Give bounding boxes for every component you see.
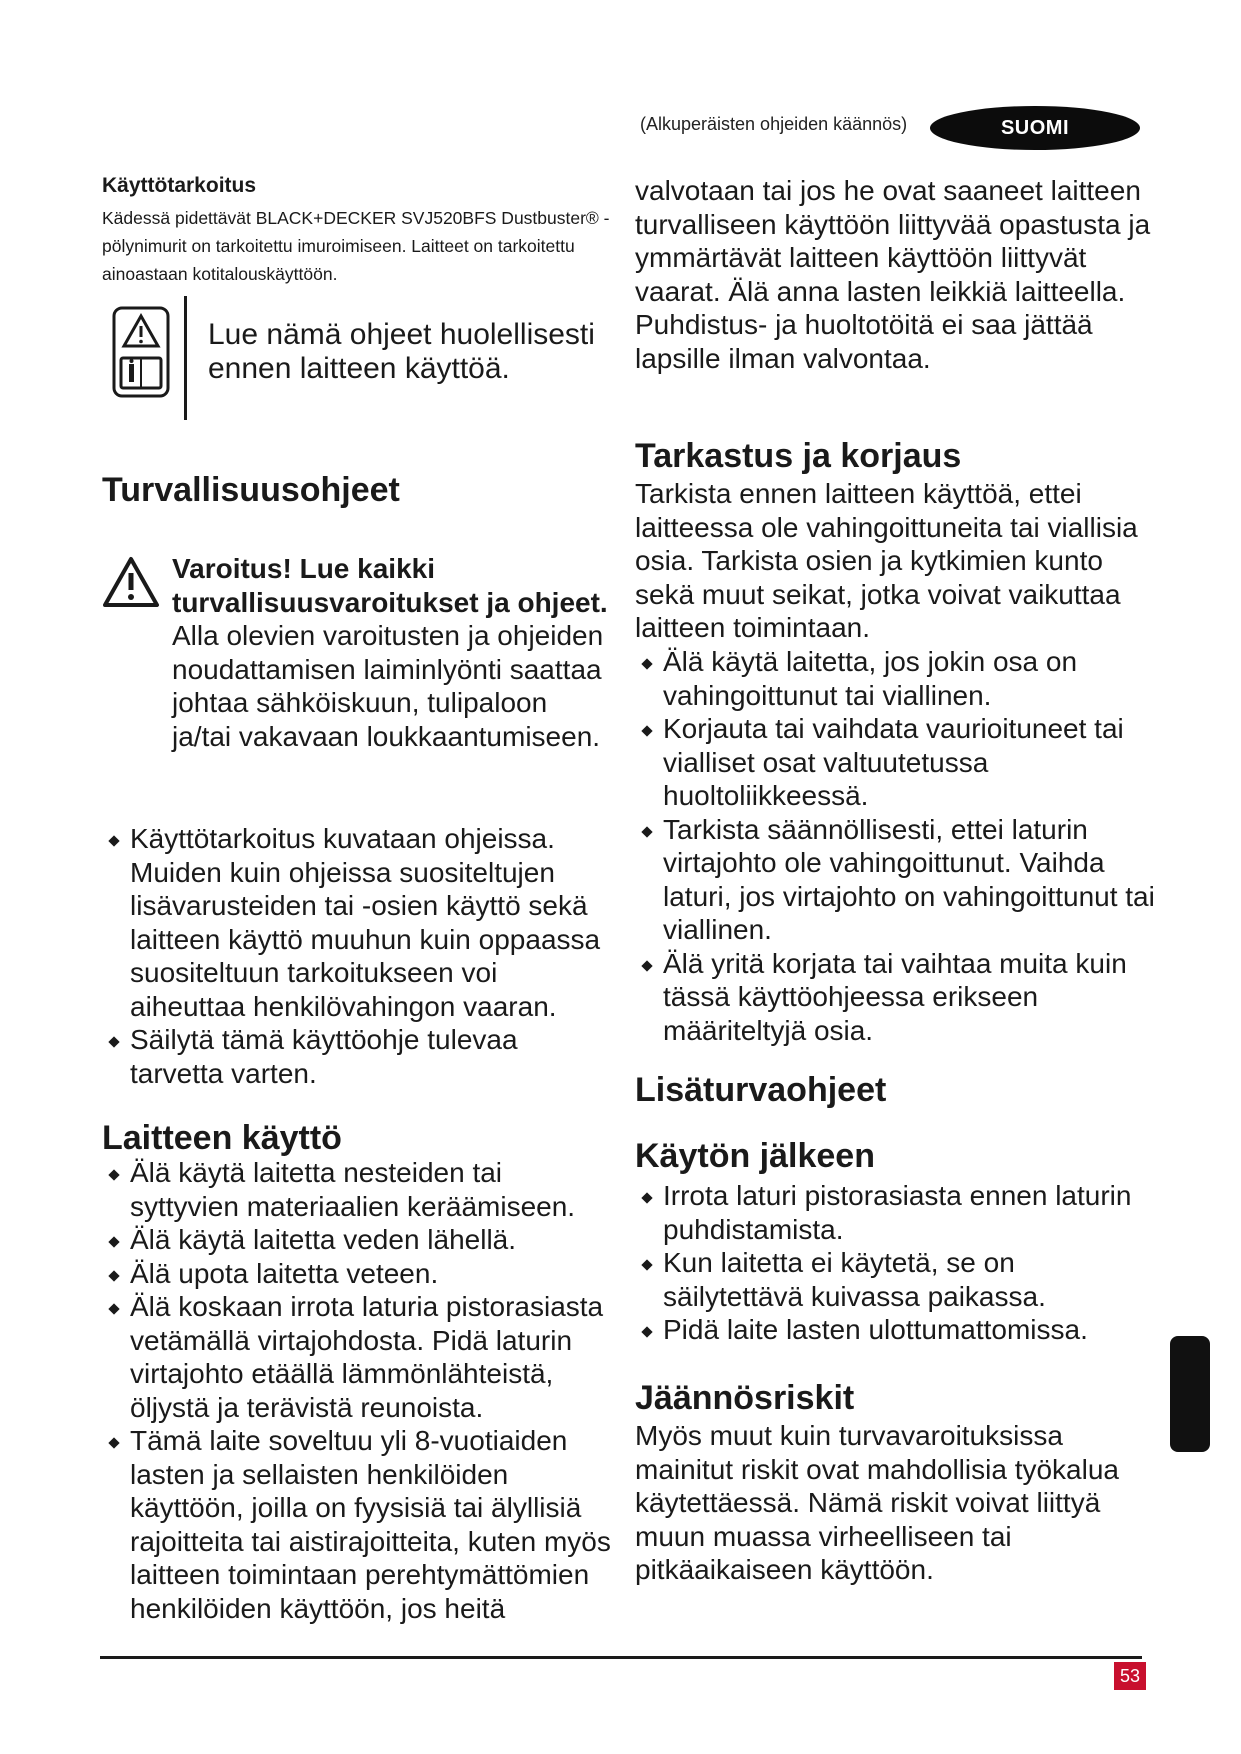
list-item: Pidä laite lasten ulottumattomissa. <box>635 1313 1155 1347</box>
safety-heading: Turvallisuusohjeet <box>102 471 400 509</box>
after-use-heading: Käytön jälkeen <box>635 1137 875 1175</box>
warning-rest: Alla olevien varoitusten ja ohjeiden noudattamisen laiminlyönti saattaa johtaa sähköiskuun, tulipaloon ja/tai vakavaan loukkaantumiseen. <box>172 620 604 752</box>
language-badge: SUOMI <box>930 106 1140 150</box>
extra-safety-heading: Lisäturvaohjeet <box>635 1071 887 1109</box>
list-item: Älä käytä laitetta nesteiden tai syttyvien materiaalien keräämiseen. <box>102 1156 612 1223</box>
continuation-text: valvotaan tai jos he ovat saaneet laitteen turvalliseen käyttöön liittyvää opastusta ja ymmärtävät laitteen käyttöön liittyvät vaarat. Älä anna lasten leikkiä laitteella. Puhdistus- ja huoltotöitä ei saa jättää lapsille ilman valvontaa. <box>635 175 1151 374</box>
bullet-icon <box>641 1192 652 1203</box>
list-item: Kun laitetta ei käytetä, se on säilytettävä kuivassa paikassa. <box>635 1246 1155 1313</box>
warning-block <box>102 552 612 753</box>
manual-warning-icon <box>112 306 170 398</box>
section-tab <box>1170 1336 1210 1452</box>
inspection-heading: Tarkastus ja korjaus <box>635 437 962 475</box>
divider-bar <box>184 296 187 420</box>
bullet-icon <box>108 1270 119 1281</box>
list-item: Säilytä tämä käyttöohje tulevaa tarvetta varten. <box>102 1023 612 1090</box>
after-use-bullets <box>635 1179 1155 1347</box>
list-item: Älä yritä korjata tai vaihtaa muita kuin tässä käyttöohjeessa erikseen määriteltyjä osia. <box>635 947 1155 1048</box>
bullet-icon <box>108 1303 119 1314</box>
bullet-icon <box>641 960 652 971</box>
use-bullets <box>102 1156 612 1625</box>
list-item: Irrota laturi pistorasiasta ennen laturin puhdistamista. <box>635 1179 1155 1246</box>
read-manual-text: Lue nämä ohjeet huolellisesti ennen laitteen käyttöä. <box>208 318 595 385</box>
list-item: Tarkista säännöllisesti, ettei laturin virtajohto ole vahingoittunut. Vaihda laturi, jos virtajohto on vahingoittunut tai viallinen. <box>635 813 1155 947</box>
residual-risks-heading: Jäännösriskit <box>635 1379 855 1417</box>
footer-rule <box>100 1656 1142 1659</box>
bullet-icon <box>641 826 652 837</box>
warning-triangle-icon <box>102 556 160 608</box>
inspection-text: Tarkista ennen laitteen käyttöä, ettei laitteessa ole vahingoittuneita tai viallisia osia. Tarkista osien ja kytkimien kunto sekä muut seikat, jotka voivat vaikuttaa laitteen toimintaan. <box>635 478 1138 643</box>
page-number: 53 <box>1114 1662 1146 1690</box>
list-item: Tämä laite soveltuu yli 8-vuotiaiden lasten ja sellaisten henkilöiden käyttöön, joilla on fyysisiä tai älyllisiä rajoitteita tai aistirajoitteita, kuten myös laitteen toimintaan perehtymättömien henkilöiden käyttöön, jos heitä <box>102 1424 612 1625</box>
bullet-icon <box>641 1326 652 1337</box>
warning-bold: Varoitus! Lue kaikki turvallisuusvaroitukset ja ohjeet. <box>172 553 608 618</box>
bullet-icon <box>641 1259 652 1270</box>
purpose-text: Kädessä pidettävät BLACK+DECKER SVJ520BFS Dustbuster® -pölynimurit on tarkoitettu imuroimiseen. Laitteet on tarkoitettu ainoastaan kotitalouskäyttöön. <box>102 208 610 284</box>
general-bullets <box>102 822 612 1090</box>
bullet-icon <box>108 1169 119 1180</box>
purpose-title: Käyttötarkoitus <box>102 174 257 197</box>
use-heading: Laitteen käyttö <box>102 1119 342 1157</box>
warning-text <box>102 552 612 753</box>
bullet-icon <box>641 658 652 669</box>
purpose-section <box>102 174 612 288</box>
list-item: Korjauta tai vaihdata vaurioituneet tai vialliset osat valtuutetussa huoltoliikkeessä. <box>635 712 1155 813</box>
bullet-icon <box>108 1437 119 1448</box>
list-item: Älä upota laitetta veteen. <box>102 1257 612 1291</box>
list-item: Älä käytä laitetta veden lähellä. <box>102 1223 612 1257</box>
bullet-icon <box>108 1236 119 1247</box>
list-item: Käyttötarkoitus kuvataan ohjeissa. Muiden kuin ohjeissa suositeltujen lisävarusteiden tai -osien käyttö sekä laitteen käyttö muuhun kuin oppaassa suositeltuun tarkoitukseen voi aiheuttaa henkilövahingon vaaran. <box>102 822 612 1023</box>
list-item: Älä käytä laitetta, jos jokin osa on vahingoittunut tai viallinen. <box>635 645 1155 712</box>
read-manual-notice <box>112 296 612 420</box>
translation-note: (Alkuperäisten ohjeiden käännös) <box>640 114 908 134</box>
residual-risks-text: Myös muut kuin turvavaroituksissa mainitut riskit ovat mahdollisia työkalua käytettäessä. Nämä riskit voivat liittyä muun muassa virheelliseen tai pitkäaikaiseen käyttöön. <box>635 1420 1119 1585</box>
list-item: Älä koskaan irrota laturia pistorasiasta vetämällä virtajohdosta. Pidä laturin virtajohto etäällä lämmönlähteistä, öljystä ja terävistä reunoista. <box>102 1290 612 1424</box>
bullet-icon <box>641 725 652 736</box>
inspection-bullets <box>635 645 1155 1047</box>
bullet-icon <box>108 835 119 846</box>
bullet-icon <box>108 1036 119 1047</box>
